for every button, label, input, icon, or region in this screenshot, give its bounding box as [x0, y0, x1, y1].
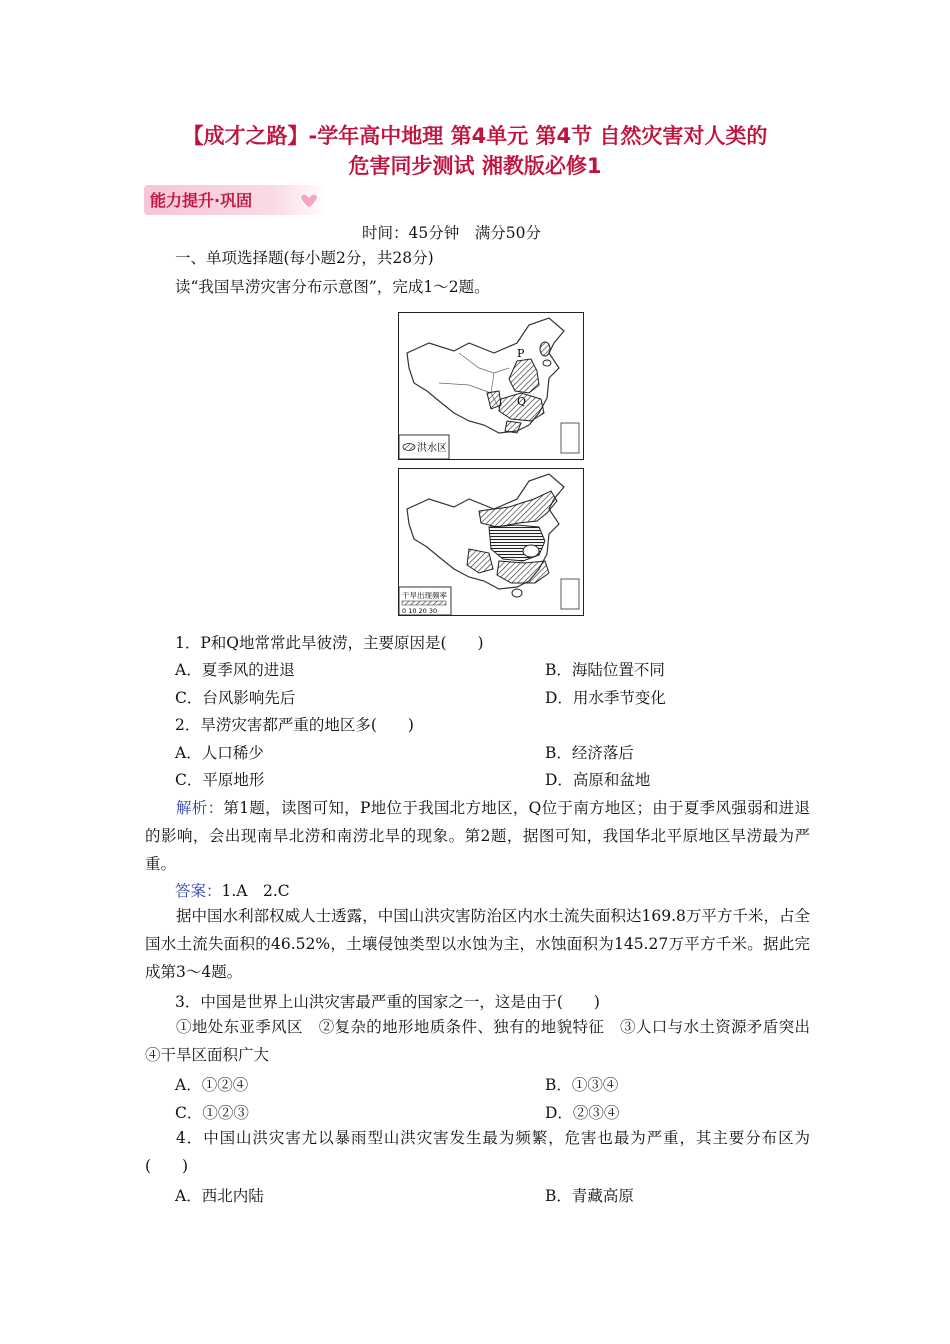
q3-option-d: D．②③④: [545, 1104, 620, 1122]
q4-stem: 4．中国山洪灾害尤以暴雨型山洪灾害发生最为频繁，危害也最为严重，其主要分布区为( ): [145, 1129, 810, 1175]
q1-option-c: C．台风影响先后: [175, 689, 296, 707]
q2-stem: 2．旱涝灾害都严重的地区多( ): [175, 716, 414, 734]
drought-legend: 干旱出现频率: [402, 591, 447, 600]
flood-map-graphic: [399, 313, 583, 459]
section-banner: [144, 185, 328, 215]
q3-stem: 3．中国是世界上山洪灾害最严重的国家之一，这是由于( ): [175, 993, 600, 1011]
time-and-score: 时间：45分钟 满分50分: [362, 224, 541, 242]
section-heading: 一、单项选择题(每小题2分，共28分): [175, 249, 434, 267]
answer-line: [175, 880, 290, 902]
q1-option-b: B．海陆位置不同: [545, 661, 665, 679]
drought-scale: 0 10 20 30: [402, 607, 438, 615]
q3-option-c: C．①②③: [175, 1104, 249, 1122]
q1-option-d: D．用水季节变化: [545, 689, 666, 707]
answer-label: 答案：: [175, 882, 222, 900]
q2-option-b: B．经济落后: [545, 744, 634, 762]
q3-option-a: A．①②④: [175, 1076, 249, 1094]
label-p: P: [517, 347, 525, 360]
analysis-label: 解析：: [176, 799, 224, 817]
label-q: Q: [517, 395, 527, 408]
q1-option-a: A．夏季风的进退: [175, 661, 295, 679]
passage-paragraph: 据中国水利部权威人士透露，中国山洪灾害防治区内水土流失面积达169.8万平方千米，占全国水土流失面积的46.52%，土壤侵蚀类型以水蚀为主，水蚀面积为145.27万平方千米。据此完成第3～4题。: [145, 907, 810, 981]
document-title-line1: 【成才之路】-学年高中地理 第4单元 第4节 自然灾害对人类的: [182, 124, 768, 148]
analysis-paragraph: [145, 794, 810, 878]
q2-option-c: C．平原地形: [175, 771, 265, 789]
drought-map: [398, 468, 584, 616]
q3-statements: ①地处东亚季风区 ②复杂的地形地质条件、独有的地貌特征 ③人口与水土资源矛盾突出 ④干旱区面积广大: [145, 1018, 826, 1064]
answer-text: 1.A 2.C: [221, 882, 290, 900]
q2-option-a: A．人口稀少: [175, 744, 264, 762]
q4-option-b: B．青藏高原: [545, 1187, 634, 1205]
q4-option-a: A．西北内陆: [175, 1187, 264, 1205]
drought-map-graphic: [399, 469, 583, 615]
document-title-line2: 危害同步测试 湘教版必修1: [348, 154, 602, 178]
section-intro: 读“我国旱涝灾害分布示意图”，完成1～2题。: [175, 278, 490, 296]
flood-legend: 洪水区: [417, 443, 447, 454]
analysis-text: 第1题，读图可知，P地位于我国北方地区，Q位于南方地区；由于夏季风强弱和进退的影响，会出现南旱北涝和南涝北旱的现象。第2题，据图可知，我国华北平原地区旱涝最为严重。: [145, 799, 810, 873]
banner-label: 能力提升·巩固: [150, 191, 253, 210]
flood-map: [398, 312, 584, 460]
q2-option-d: D．高原和盆地: [545, 771, 651, 789]
q3-option-b: B．①③④: [545, 1076, 619, 1094]
q1-stem: 1．P和Q地常常此旱彼涝，主要原因是( ): [175, 634, 484, 652]
